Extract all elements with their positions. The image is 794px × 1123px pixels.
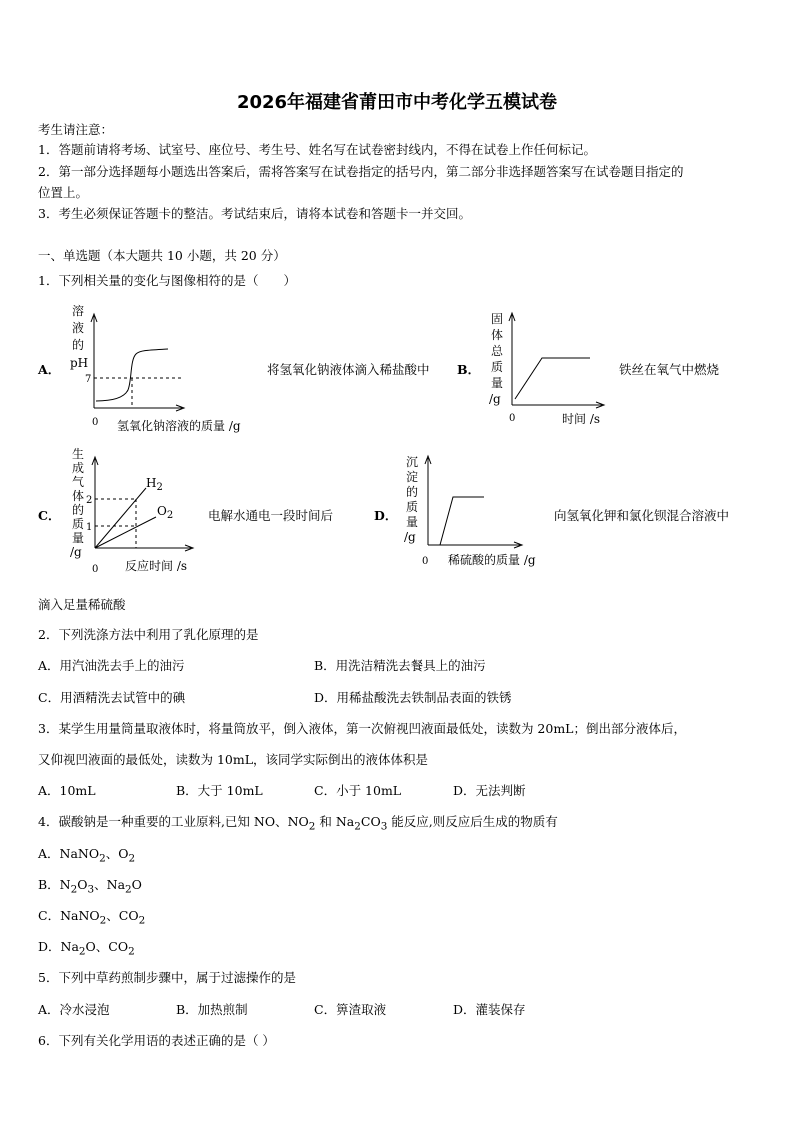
- q4-option-a: A．NaNO$_2$、$O_2$: [38, 846, 136, 865]
- q2-stem: 2．下列洗涤方法中利用了乳化原理的是: [38, 627, 259, 642]
- graph-c-ylabel-7: 量: [72, 531, 85, 545]
- graph-d-ylabel-1: 沉: [406, 455, 419, 469]
- q1-option-a-label: A．: [38, 362, 61, 377]
- q1-option-d-text-cont: 滴入足量稀硫酸: [38, 597, 126, 612]
- q3-option-b: B．大于 10mL: [176, 783, 263, 798]
- graph-b-xlabel: 时间 /s: [562, 412, 601, 426]
- q4-option-b: B．$N_2O_3$、$Na_2O$: [38, 877, 142, 896]
- graph-c: [66, 443, 211, 578]
- q5-option-b: B．加热煎制: [176, 1002, 248, 1017]
- graph-c-h2-label: $H_2$: [146, 476, 163, 493]
- graph-a-xlabel: 氢氧化钠溶液的质量 /g: [117, 419, 241, 433]
- graph-d-ylabel-4: 质: [406, 500, 419, 514]
- graph-a-ylabel-4: pH: [70, 356, 89, 370]
- q3-option-d: D．无法判断: [453, 783, 526, 798]
- graph-a-ylabel-1: 溶: [72, 304, 85, 318]
- graph-b-origin: 0: [509, 413, 516, 424]
- section-heading: 一、单选题（本大题共 10 小题，共 20 分）: [38, 248, 286, 263]
- notice-item-1: 1．答题前请将考场、试室号、座位号、考生号、姓名写在试卷密封线内，不得在试卷上作任何标记。: [38, 142, 596, 157]
- q1-option-c-text: 电解水通电一段时间后: [208, 508, 334, 523]
- graph-d-xlabel: 稀硫酸的质量 /g: [448, 553, 536, 567]
- graph-d-ylabel-3: 的: [406, 485, 419, 499]
- notice-item-2-cont: 位置上。: [38, 185, 89, 200]
- graph-c-tick-1: 1: [86, 522, 93, 533]
- graph-c-ylabel-3: 气: [72, 475, 85, 489]
- graph-a-tick-7: 7: [85, 374, 92, 385]
- graph-c-origin: 0: [92, 564, 99, 575]
- graph-b-ylabel-6: /g: [489, 392, 501, 406]
- graph-b: [485, 303, 635, 433]
- graph-a-ylabel-2: 液: [72, 321, 85, 335]
- graph-d-ylabel-6: /g: [404, 530, 416, 544]
- q5-stem: 5．下列中草药煎制步骤中，属于过滤操作的是: [38, 970, 296, 985]
- graph-c-ylabel-1: 生: [72, 447, 85, 461]
- notice-heading: 考生请注意：: [38, 122, 114, 137]
- q3-option-c: C．小于 10mL: [314, 783, 402, 798]
- graph-c-xlabel: 反应时间 /s: [125, 559, 188, 573]
- q1-option-b-text: 铁丝在氧气中燃烧: [619, 362, 720, 377]
- graph-a-ylabel-3: 的: [72, 338, 85, 352]
- graph-c-tick-2: 2: [86, 495, 93, 506]
- q5-option-d: D．灌装保存: [453, 1002, 526, 1017]
- graph-b-ylabel-4: 质: [491, 360, 504, 374]
- q3-stem-line-2: 又仰视凹液面的最低处，读数为 10mL，该同学实际倒出的液体体积是: [38, 752, 429, 767]
- q2-option-d: D．用稀盐酸洗去铁制品表面的铁锈: [314, 690, 512, 705]
- q3-stem-line-1: 3．某学生用量筒量取液体时，将量筒放平，倒入液体，第一次俯视凹液面最低处，读数为 20mL；倒出部分液体后，: [38, 721, 686, 736]
- q6-stem: 6．下列有关化学用语的表述正确的是（ ）: [38, 1033, 275, 1048]
- page-title: 2026年福建省莆田市中考化学五模试卷: [236, 92, 558, 113]
- graph-b-ylabel-5: 量: [491, 376, 504, 390]
- q2-option-b: B．用洗洁精洗去餐具上的油污: [314, 658, 486, 673]
- graph-d-line: [428, 497, 484, 545]
- graph-d: [400, 448, 550, 573]
- q1-option-d-text: 向氢氧化钾和氯化钡混合溶液中: [554, 508, 730, 523]
- q4-option-d: D．$Na_2O$、$CO_2$: [38, 939, 135, 958]
- q4-option-c: C．NaNO$_2$、$CO_2$: [38, 908, 146, 927]
- notice-item-3: 3．考生必须保证答题卡的整洁。考试结束后，请将本试卷和答题卡一并交回。: [38, 206, 471, 221]
- graph-c-ylabel-2: 成: [72, 461, 85, 475]
- graph-d-ylabel-5: 量: [406, 515, 419, 529]
- graph-d-ylabel-2: 淀: [406, 470, 419, 484]
- q1-option-d-label: D．: [374, 508, 398, 523]
- notice-item-2: 2．第一部分选择题每小题选出答案后，需将答案写在试卷指定的括号内，第二部分非选择题答案写在试卷题目指定的: [38, 164, 684, 179]
- q1-option-a-text: 将氢氧化钠液体滴入稀盐酸中: [267, 362, 430, 377]
- graph-b-ylabel-2: 体: [491, 328, 504, 342]
- graph-c-o2-line: [95, 517, 156, 548]
- graph-d-origin: 0: [422, 556, 429, 567]
- graph-b-ylabel-3: 总: [491, 344, 504, 358]
- graph-a-curve: [96, 349, 168, 401]
- graph-a: [60, 298, 270, 438]
- q1-stem: 1．下列相关量的变化与图像相符的是（ ）: [38, 273, 296, 288]
- q3-option-a: A．10mL: [38, 783, 96, 798]
- graph-c-ylabel-6: 质: [72, 517, 85, 531]
- graph-c-ylabel-8: /g: [70, 545, 82, 559]
- q2-option-a: A．用汽油洗去手上的油污: [38, 658, 185, 673]
- graph-b-ylabel-1: 固: [491, 312, 504, 326]
- q5-option-a: A．冷水浸泡: [38, 1002, 110, 1017]
- graph-b-line: [515, 358, 590, 399]
- q2-option-c: C．用酒精洗去试管中的碘: [38, 690, 186, 705]
- graph-c-ylabel-5: 的: [72, 503, 85, 517]
- q4-stem: 4．碳酸钠是一种重要的工业原料,已知 NO、$NO_2$ 和 $Na_2CO_3$ 能反应,则反应后生成的物质有: [38, 814, 558, 833]
- q1-option-b-label: B．: [457, 362, 481, 377]
- graph-c-o2-label: $O_2$: [157, 504, 174, 521]
- q5-option-c: C．箅渣取液: [314, 1002, 387, 1017]
- graph-a-origin: 0: [92, 417, 99, 428]
- graph-c-ylabel-4: 体: [72, 489, 85, 503]
- graph-c-h2-line: [95, 488, 146, 548]
- q1-option-c-label: C．: [38, 508, 61, 523]
